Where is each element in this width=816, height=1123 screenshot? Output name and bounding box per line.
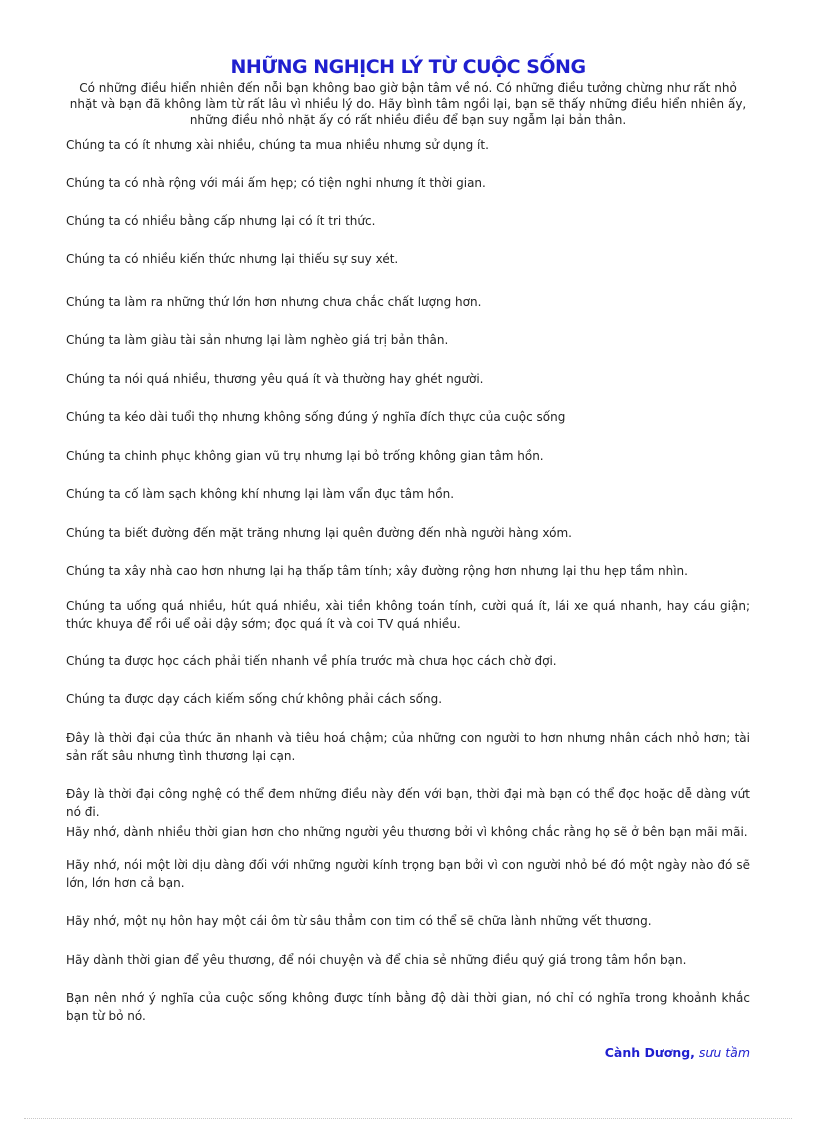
signature-note: sưu tầm: [698, 1045, 750, 1060]
paragraph: Hãy nhớ, một nụ hôn hay một cái ôm từ sâu thẳm con tim có thể sẽ chữa lành những vết thương.: [66, 914, 652, 928]
paragraph: Hãy nhớ, dành nhiều thời gian hơn cho những người yêu thương bởi vì không chắc rằng họ sẽ ở bên bạn mãi mãi.: [66, 825, 748, 839]
paragraph: Chúng ta có ít nhưng xài nhiều, chúng ta mua nhiều nhưng sử dụng ít.: [66, 138, 489, 152]
paragraph: Chúng ta nói quá nhiều, thương yêu quá ít và thường hay ghét người.: [66, 372, 484, 386]
intro-paragraph: Có những điều hiển nhiên đến nỗi bạn không bao giờ bận tâm về nó. Có những điều tưởng chừng như rất nhỏ nhặt và bạn đã không làm từ rất lâu vì nhiều lý do. Hãy bình tâm ngồi lại, bạn sẽ thấy những điều hiển nhiên ấy, những điều nhỏ nhặt ấy có rất nhiều điều để bạn suy ngẫm lại bản thân.: [69, 81, 747, 127]
paragraph: Chúng ta có nhiều kiến thức nhưng lại thiếu sự suy xét.: [66, 252, 399, 266]
paragraph: Chúng ta làm ra những thứ lớn hơn nhưng chưa chắc chất lượng hơn.: [66, 295, 482, 309]
paragraph: Bạn nên nhớ ý nghĩa của cuộc sống không được tính bằng độ dài thời gian, nó chỉ có nghĩa trong khoảnh khắc bạn từ bỏ nó.: [66, 991, 750, 1023]
paragraph: Hãy dành thời gian để yêu thương, để nói chuyện và để chia sẻ những điều quý giá trong tâm hồn bạn.: [66, 953, 687, 967]
paragraph: Chúng ta biết đường đến mặt trăng nhưng lại quên đường đến nhà người hàng xóm.: [66, 526, 572, 540]
paragraph: Chúng ta kéo dài tuổi thọ nhưng không sống đúng ý nghĩa đích thực của cuộc sống: [66, 410, 566, 424]
paragraph: Chúng ta được học cách phải tiến nhanh về phía trước mà chưa học cách chờ đợi.: [66, 654, 557, 668]
page-divider: [24, 1118, 792, 1119]
paragraph: Chúng ta chinh phục không gian vũ trụ nhưng lại bỏ trống không gian tâm hồn.: [66, 449, 544, 463]
paragraph: Hãy nhớ, nói một lời dịu dàng đối với những người kính trọng bạn bởi vì con người nhỏ bé đó một ngày nào đó sẽ lớn, lớn hơn cả bạn.: [66, 858, 750, 890]
paragraph: Đây là thời đại của thức ăn nhanh và tiêu hoá chậm; của những con người to hơn nhưng nhân cách nhỏ hơn; tài sản rất sâu nhưng tình thương lại cạn.: [66, 731, 750, 763]
paragraph: Chúng ta xây nhà cao hơn nhưng lại hạ thấp tâm tính; xây đường rộng hơn nhưng lại thu hẹp tầm nhìn.: [66, 564, 688, 578]
paragraph: Đây là thời đại công nghệ có thể đem những điều này đến với bạn, thời đại mà bạn có thể đọc hoặc dễ dàng vứt nó đi.: [66, 787, 750, 819]
page-title: NHỮNG NGHỊCH LÝ TỪ CUỘC SỐNG: [230, 56, 586, 78]
signature-author: Cành Dương,: [604, 1045, 695, 1060]
paragraph: Chúng ta làm giàu tài sản nhưng lại làm nghèo giá trị bản thân.: [66, 333, 449, 347]
paragraph: Chúng ta được dạy cách kiếm sống chứ không phải cách sống.: [66, 692, 443, 706]
signature: [605, 1045, 750, 1060]
paragraph: Chúng ta cố làm sạch không khí nhưng lại làm vẩn đục tâm hồn.: [66, 487, 455, 501]
paragraph: Chúng ta có nhà rộng với mái ấm hẹp; có tiện nghi nhưng ít thời gian.: [66, 176, 486, 190]
paragraph: Chúng ta uống quá nhiều, hút quá nhiều, xài tiền không toán tính, cười quá ít, lái xe quá nhanh, hay cáu giận; thức khuya để rồi uể oải dậy sớm; đọc quá ít và coi TV quá nhiều.: [66, 599, 750, 631]
paragraph: Chúng ta có nhiều bằng cấp nhưng lại có ít tri thức.: [66, 214, 376, 228]
